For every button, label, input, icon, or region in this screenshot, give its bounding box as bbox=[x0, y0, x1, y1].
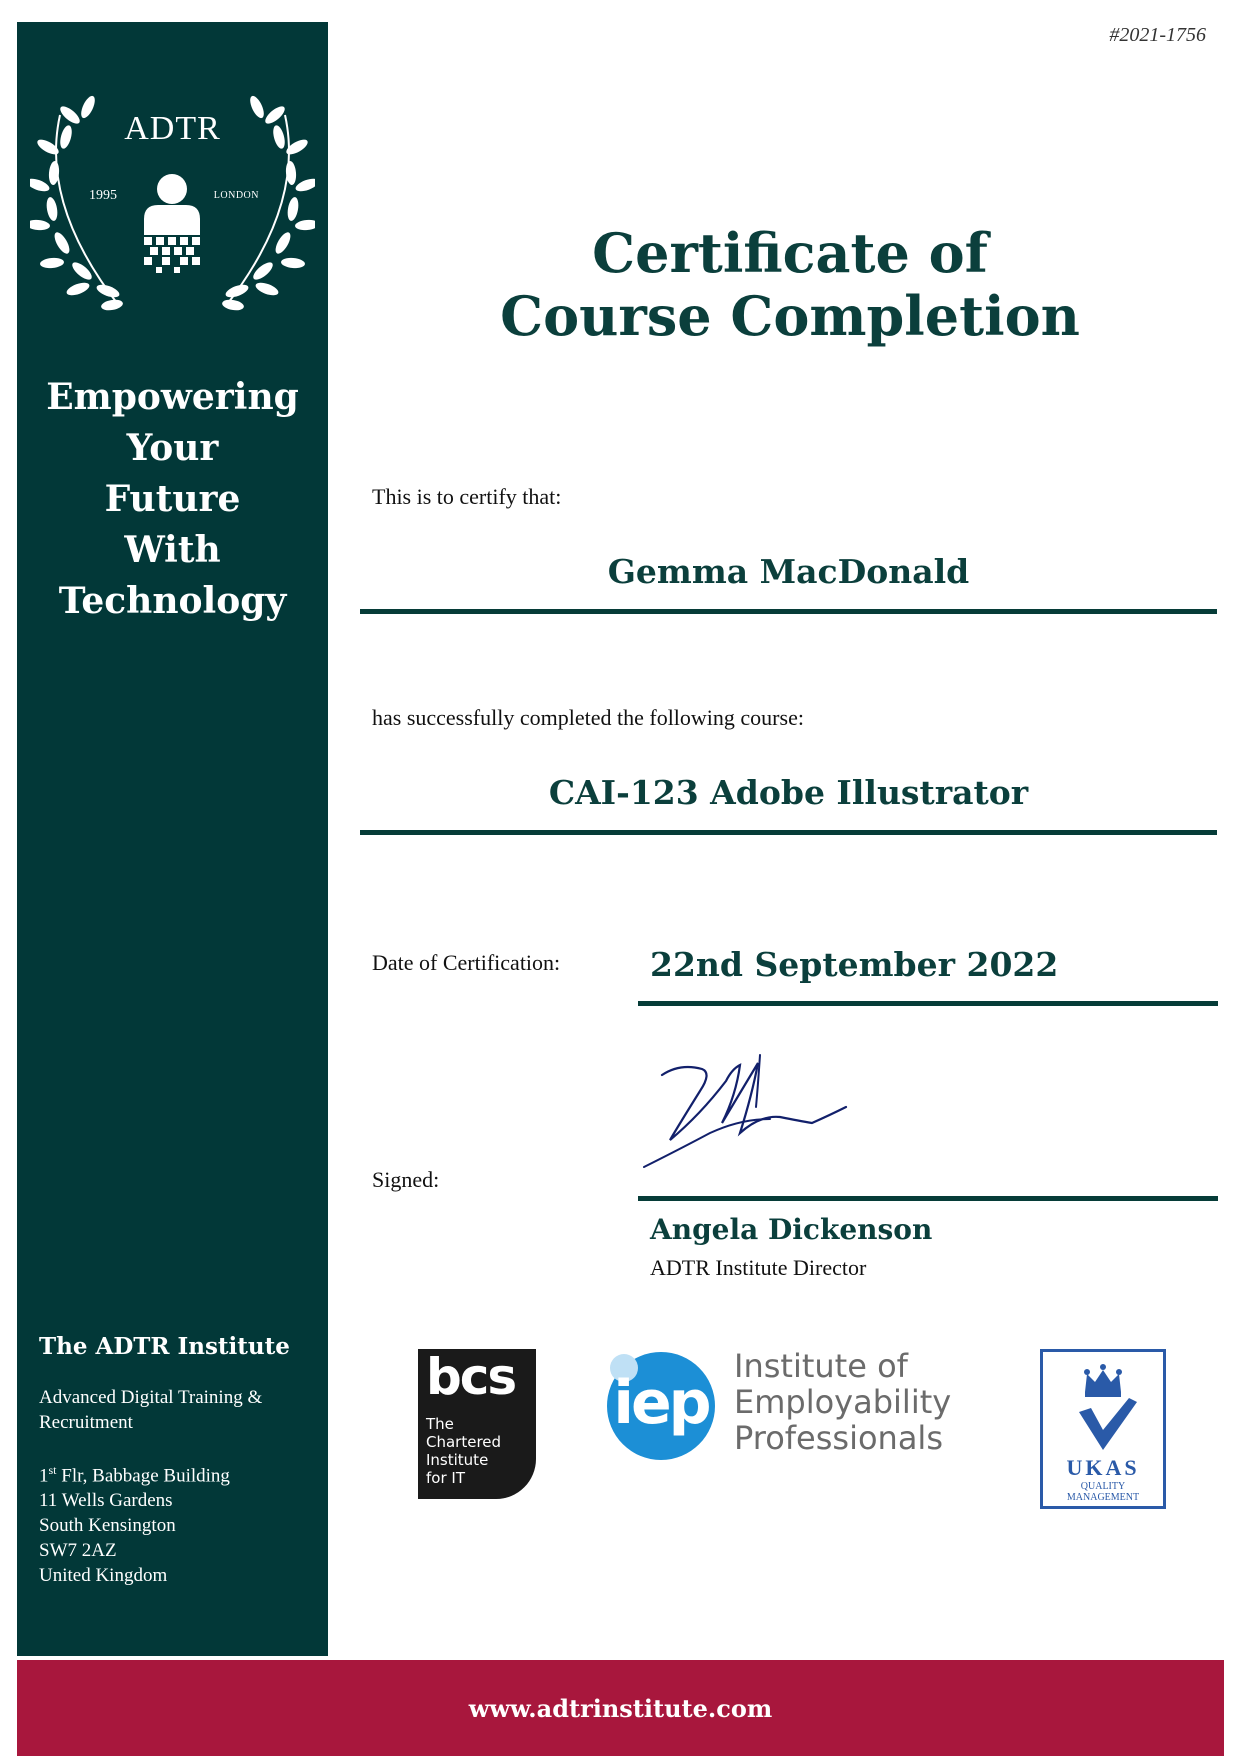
tagline-line: Empowering bbox=[46, 376, 299, 418]
title-line: Certificate of bbox=[592, 221, 988, 285]
institute-name: The ADTR Institute bbox=[39, 1333, 290, 1360]
recipient-name: Gemma MacDonald bbox=[607, 552, 970, 591]
bcs-wordmark: bcs bbox=[426, 1348, 516, 1406]
ukas-subtitle: QUALITY MANAGEMENT bbox=[1066, 1481, 1140, 1503]
bcs-subtitle: The Chartered Institute for IT bbox=[426, 1415, 502, 1487]
tagline-line: Your bbox=[126, 427, 219, 469]
completed-label: has successfully completed the following course: bbox=[372, 705, 804, 730]
logo-city: LONDON bbox=[213, 190, 259, 201]
tagline-line: Technology bbox=[58, 580, 287, 622]
ukas-logo bbox=[1040, 1349, 1166, 1509]
certify-label: This is to certify that: bbox=[372, 484, 562, 509]
certificate-title bbox=[430, 222, 1150, 348]
iep-name: Institute of Employability Professionals bbox=[734, 1347, 952, 1457]
tagline-line: With bbox=[124, 529, 221, 571]
certification-date: 22nd September 2022 bbox=[650, 945, 1059, 984]
tagline bbox=[17, 372, 328, 627]
footer-band bbox=[17, 1660, 1224, 1756]
website-link[interactable]: www.adtrinstitute.com bbox=[468, 1694, 773, 1723]
signatory-role: ADTR Institute Director bbox=[650, 1255, 867, 1280]
iep-wordmark: iep bbox=[613, 1368, 709, 1438]
ukas-wordmark: UKAS bbox=[1066, 1455, 1140, 1480]
bcs-logo bbox=[418, 1349, 536, 1499]
iep-logo bbox=[606, 1350, 716, 1460]
address-line: United Kingdom bbox=[39, 1565, 168, 1587]
course-rule bbox=[360, 830, 1217, 835]
crown-check-icon bbox=[1043, 1352, 1163, 1457]
address-line: 11 Wells Gardens bbox=[39, 1490, 173, 1512]
date-rule bbox=[638, 1001, 1218, 1006]
signature-icon bbox=[640, 1045, 910, 1180]
logo-brand: ADTR bbox=[124, 110, 221, 147]
signature-rule bbox=[638, 1196, 1218, 1201]
date-label: Date of Certification: bbox=[372, 950, 561, 975]
certificate-id: #2021-1756 bbox=[1109, 24, 1206, 46]
address-line: SW7 2AZ bbox=[39, 1540, 117, 1562]
institute-description: Advanced Digital Training & Recruitment bbox=[39, 1387, 263, 1433]
course-name: CAI-123 Adobe Illustrator bbox=[548, 773, 1029, 812]
address-line: South Kensington bbox=[39, 1515, 176, 1537]
recipient-rule bbox=[360, 609, 1217, 614]
adtr-logo bbox=[30, 85, 315, 315]
logo-year: 1995 bbox=[89, 188, 117, 203]
person-icon bbox=[144, 174, 200, 273]
address-line: 1st Flr, Babbage Building bbox=[39, 1463, 230, 1487]
title-line: Course Completion bbox=[500, 284, 1080, 348]
tagline-line: Future bbox=[104, 478, 241, 520]
signed-label: Signed: bbox=[372, 1167, 440, 1192]
institute-address bbox=[39, 1458, 230, 1588]
signatory-name: Angela Dickenson bbox=[650, 1213, 933, 1246]
